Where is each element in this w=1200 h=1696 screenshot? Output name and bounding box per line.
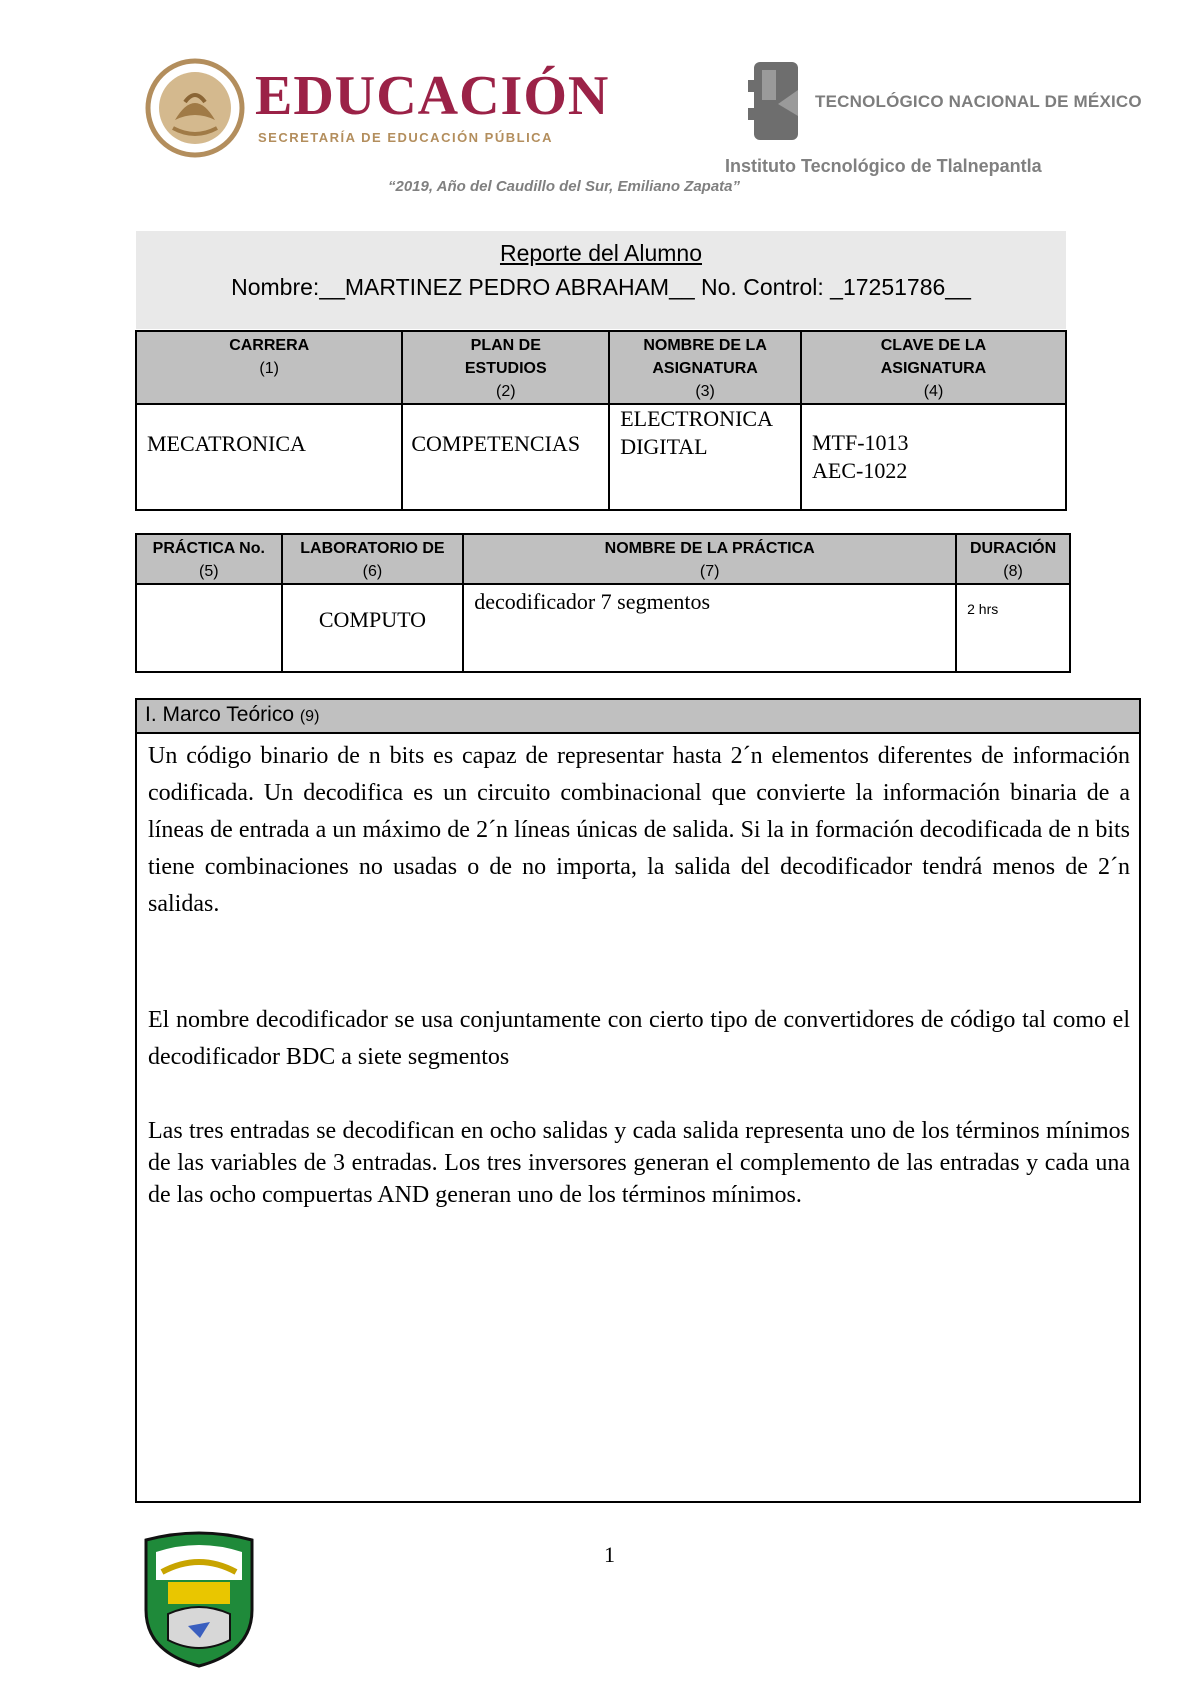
header-practica-no: PRÁCTICA No. (5)	[136, 534, 282, 584]
student-name-line: Nombre:__MARTINEZ PEDRO ABRAHAM__ No. Control: _17251786__	[231, 274, 971, 300]
paragraph-3: Las tres entradas se decodifican en ocho salidas y cada salida representa uno de los términos mínimos de las variables de 3 entradas. Los tres inversores generan el complemento de las entradas y cada una de las ocho compuertas AND generan uno de los términos mínimos.	[148, 1118, 1130, 1208]
cell-practica-no	[136, 584, 282, 672]
cell-duracion: 2 hrs	[956, 584, 1070, 672]
tecnm-logo-icon	[748, 60, 808, 142]
cell-laboratorio: COMPUTO	[282, 584, 464, 672]
header-laboratorio: LABORATORIO DE (6)	[282, 534, 464, 584]
header-duracion: DURACIÓN (8)	[956, 534, 1070, 584]
sep-logo-subtitle: SECRETARÍA DE EDUCACIÓN PÚBLICA	[258, 130, 553, 145]
year-slogan: “2019, Año del Caudillo del Sur, Emiliano Zapata”	[388, 178, 741, 195]
cell-carrera: MECATRONICA	[136, 404, 402, 510]
header-carrera: CARRERA (1)	[136, 331, 402, 404]
tecnm-name: TECNOLÓGICO NACIONAL DE MÉXICO	[815, 92, 1142, 111]
header-plan-estudios: PLAN DE ESTUDIOS (2)	[402, 331, 609, 404]
itt-shield-logo-icon	[138, 1530, 260, 1668]
marco-teorico-title: I. Marco Teórico (9)	[145, 703, 320, 726]
report-title: Reporte del Alumno	[499, 240, 702, 266]
mexico-seal-icon	[145, 58, 245, 158]
subject-info-table	[135, 330, 1067, 511]
sep-logo-title: EDUCACIÓN	[255, 65, 610, 127]
paragraph-2: El nombre decodificador se usa conjuntamente con cierto tipo de convertidores de código tal como el decodificador BDC a siete segmentos	[148, 1007, 1130, 1070]
paragraph-1: Un código binario de n bits es capaz de representar hasta 2´n elementos diferentes de información codificada. Un decodifica es un circuito combinacional que convierte la información binaria de a líneas de entrada a un máximo de 2´n líneas únicas de salida. Si la in formación decodificada de n bits tiene combinaciones no usadas o de no importa, la salida del decodificador tendrá menos de 2´n salidas.	[148, 743, 1130, 917]
cell-clave: MTF-1013 AEC-1022	[801, 404, 1066, 510]
header-clave-asignatura: CLAVE DE LA ASIGNATURA (4)	[801, 331, 1066, 404]
cell-plan: COMPETENCIAS	[402, 404, 609, 510]
practice-info-table	[135, 533, 1071, 673]
page-number: 1	[604, 1542, 615, 1567]
cell-nombre-practica: decodificador 7 segmentos	[463, 584, 956, 672]
institute-name: Instituto Tecnológico de Tlalnepantla	[725, 156, 1042, 176]
header-nombre-asignatura: NOMBRE DE LA ASIGNATURA (3)	[609, 331, 801, 404]
header-nombre-practica: NOMBRE DE LA PRÁCTICA (7)	[463, 534, 956, 584]
cell-asignatura: ELECTRONICA DIGITAL	[609, 404, 801, 510]
